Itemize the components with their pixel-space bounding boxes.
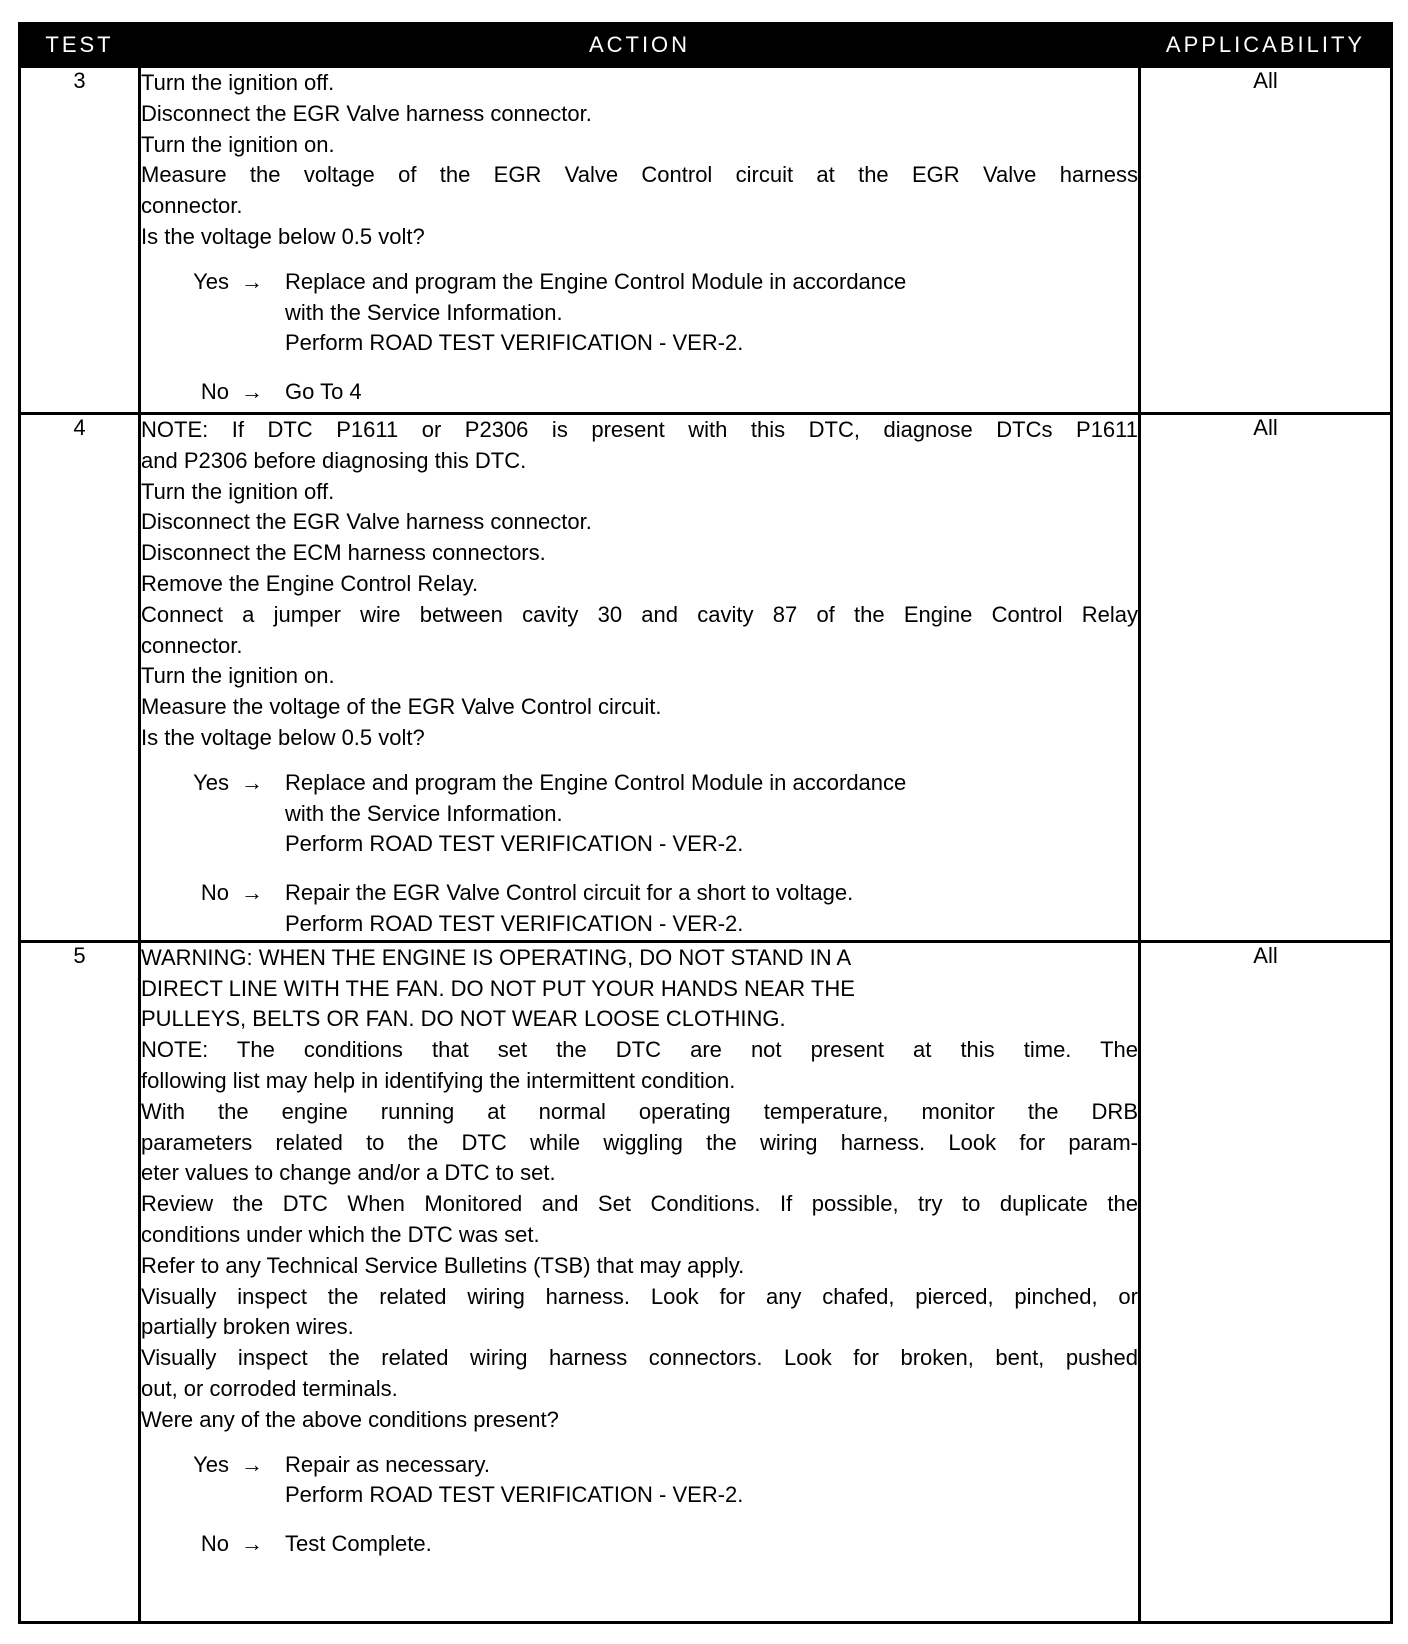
yes-result-line: Perform ROAD TEST VERIFICATION - VER-2. [285, 831, 744, 857]
applicability-cell: All [1140, 941, 1392, 1622]
arrow-right-icon: → [241, 1531, 263, 1557]
header-action: ACTION [140, 24, 1140, 67]
arrow-right-icon: → [241, 268, 263, 294]
applicability-cell: All [1140, 67, 1392, 414]
action-step-line: connector. [141, 193, 243, 219]
action-step-line: Visually inspect the related wiring harness connectors. Look for broken, bent, pushed [141, 1345, 1138, 1371]
action-step-line: Measure the voltage of the EGR Valve Control circuit at the EGR Valve harness [141, 162, 1138, 188]
no-result-text [285, 878, 1138, 940]
diagnostic-test-sheet [18, 22, 1390, 1632]
no-result-text [285, 377, 1138, 408]
action-step-line: NOTE: If DTC P1611 or P2306 is present with this DTC, diagnose DTCs P1611 [141, 417, 1138, 442]
yes-result-line: Replace and program the Engine Control Module in accordance [285, 769, 907, 795]
arrow-right-icon: → [241, 379, 263, 405]
table-body [20, 67, 1392, 1623]
action-step-line: and P2306 before diagnosing this DTC. [141, 447, 527, 473]
no-answer [141, 1529, 1138, 1560]
no-result-line: Repair the EGR Valve Control circuit for a short to voltage. [285, 880, 854, 906]
action-steps [141, 943, 1138, 1436]
yes-result-text [285, 267, 1138, 359]
action-step-line: parameters related to the DTC while wiggling the wiring harness. Look for param- [141, 1129, 1138, 1155]
yes-answer [141, 768, 1138, 860]
action-step-line: NOTE: The conditions that set the DTC are not present at this time. The [141, 1037, 1138, 1063]
action-step-line: out, or corroded terminals. [141, 1375, 398, 1401]
action-step-line: Review the DTC When Monitored and Set Conditions. If possible, try to duplicate the [141, 1191, 1138, 1217]
answer-block [141, 1450, 1138, 1560]
action-step-line: following list may help in identifying the intermittent condition. [141, 1067, 736, 1093]
table-row [20, 67, 1392, 414]
action-step-line: connector. [141, 632, 243, 658]
header-test: TEST [20, 24, 140, 67]
action-step-line: Turn the ignition on. [141, 663, 335, 689]
no-result-text [285, 1529, 1138, 1560]
action-cell [140, 67, 1140, 414]
action-cell [140, 414, 1140, 942]
no-result-line: Perform ROAD TEST VERIFICATION - VER-2. [285, 910, 744, 936]
action-step-line: Connect a jumper wire between cavity 30 and cavity 87 of the Engine Control Relay [141, 601, 1138, 627]
action-step-line: conditions under which the DTC was set. [141, 1221, 540, 1247]
diagnostic-table [18, 22, 1393, 1624]
arrow-right-icon: → [241, 1451, 263, 1477]
action-step-line: Is the voltage below 0.5 volt? [141, 223, 425, 249]
action-step-line: DIRECT LINE WITH THE FAN. DO NOT PUT YOUR HANDS NEAR THE [141, 975, 855, 1001]
action-step-line: eter values to change and/or a DTC to set. [141, 1160, 556, 1186]
action-step-line: Disconnect the EGR Valve harness connector. [141, 100, 592, 126]
no-answer [141, 878, 1138, 940]
no-result-line: Go To 4 [285, 379, 362, 405]
header-applicability: APPLICABILITY [1140, 24, 1392, 67]
yes-result-text [285, 1450, 1138, 1512]
yes-result-line: Perform ROAD TEST VERIFICATION - VER-2. [285, 1482, 744, 1508]
action-step-line: Were any of the above conditions present? [141, 1406, 559, 1432]
yes-answer [141, 267, 1138, 359]
answer-block [141, 768, 1138, 940]
table-row [20, 414, 1392, 942]
yes-result-line: Replace and program the Engine Control Module in accordance [285, 268, 907, 294]
action-step-line: Is the voltage below 0.5 volt? [141, 724, 425, 750]
no-label: No [200, 379, 229, 405]
action-step-line: partially broken wires. [141, 1314, 354, 1340]
applicability-cell: All [1140, 414, 1392, 942]
yes-result-line: with the Service Information. [285, 800, 563, 826]
action-step-line: Turn the ignition off. [141, 478, 335, 504]
no-label: No [200, 880, 229, 906]
test-number: 5 [20, 941, 140, 1622]
yes-answer [141, 1450, 1138, 1512]
table-header-row [20, 24, 1392, 67]
action-step-line: Visually inspect the related wiring harness. Look for any chafed, pierced, pinched, or [141, 1283, 1138, 1309]
yes-result-line: Repair as necessary. [285, 1451, 491, 1477]
action-step-line: WARNING: WHEN THE ENGINE IS OPERATING, DO NOT STAND IN A [141, 944, 852, 970]
action-step-line: Disconnect the ECM harness connectors. [141, 540, 546, 566]
yes-label: Yes [193, 268, 229, 294]
yes-result-line: with the Service Information. [285, 299, 563, 325]
table-row [20, 941, 1392, 1622]
test-number: 4 [20, 414, 140, 942]
action-step-line: Disconnect the EGR Valve harness connector. [141, 509, 592, 535]
test-number: 3 [20, 67, 140, 414]
yes-label: Yes [193, 769, 229, 795]
action-cell [140, 941, 1140, 1622]
action-steps [141, 68, 1138, 253]
action-step-line: PULLEYS, BELTS OR FAN. DO NOT WEAR LOOSE CLOTHING. [141, 1006, 786, 1032]
no-answer [141, 377, 1138, 408]
arrow-right-icon: → [241, 769, 263, 795]
action-step-line: Remove the Engine Control Relay. [141, 570, 479, 596]
action-step-line: Measure the voltage of the EGR Valve Control circuit. [141, 694, 662, 720]
action-step-line: Turn the ignition off. [141, 70, 335, 95]
yes-result-text [285, 768, 1138, 860]
action-step-line: Turn the ignition on. [141, 131, 335, 157]
yes-result-line: Perform ROAD TEST VERIFICATION - VER-2. [285, 330, 744, 356]
action-step-line: Refer to any Technical Service Bulletins (TSB) that may apply. [141, 1252, 745, 1278]
no-result-line: Test Complete. [285, 1531, 432, 1557]
action-step-line: With the engine running at normal operating temperature, monitor the DRB [141, 1098, 1138, 1124]
answer-block [141, 267, 1138, 408]
no-label: No [200, 1531, 229, 1557]
yes-label: Yes [193, 1451, 229, 1477]
arrow-right-icon: → [241, 880, 263, 906]
action-steps [141, 415, 1138, 754]
